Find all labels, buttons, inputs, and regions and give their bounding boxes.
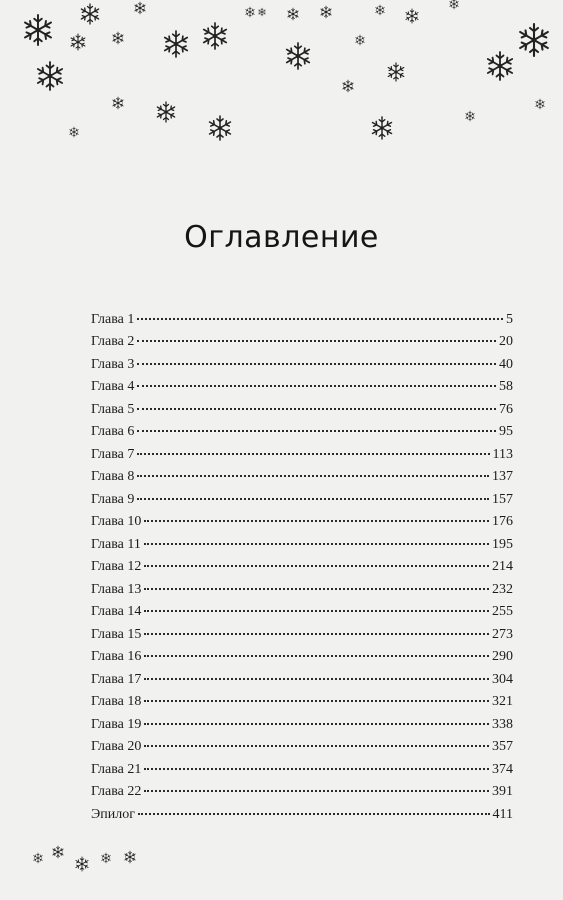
dot-leader (144, 620, 489, 635)
toc-entry-page: 338 (492, 716, 513, 732)
dot-leader (144, 688, 489, 703)
toc-entry-page: 113 (492, 446, 513, 462)
toc-entry-label: Глава 11 (91, 536, 141, 552)
toc-entry-label: Глава 2 (91, 334, 135, 350)
dot-leader (144, 710, 489, 725)
toc-entry-page: 321 (492, 694, 513, 710)
dot-leader (137, 350, 496, 365)
toc-entry-label: Глава 17 (91, 671, 142, 687)
toc-entry-label: Глава 16 (91, 649, 142, 665)
toc-entry-label: Глава 21 (91, 761, 142, 777)
dot-leader (137, 395, 496, 410)
toc-entry (91, 803, 513, 826)
snowflake-icon (372, 117, 391, 139)
snowflake-icon (536, 99, 545, 109)
snowflake-icon (321, 6, 331, 18)
toc-entry-page: 176 (492, 514, 513, 530)
toc-entry-page: 214 (492, 559, 513, 575)
snowflake-icon (25, 15, 51, 45)
table-of-contents (91, 308, 513, 826)
toc-entry-label: Глава 6 (91, 424, 135, 440)
dot-leader (144, 553, 489, 568)
snowflake-icon (488, 52, 512, 80)
dot-leader (137, 328, 496, 343)
toc-entry-page: 40 (499, 356, 513, 372)
dot-leader (138, 800, 490, 815)
dot-leader (144, 530, 489, 545)
dot-leader (137, 418, 496, 433)
toc-entry-label: Глава 4 (91, 379, 135, 395)
toc-entry-page: 273 (492, 626, 513, 642)
snowflake-icon (520, 24, 548, 56)
dot-leader (144, 643, 489, 658)
snowflake-icon (288, 8, 298, 20)
dot-leader (144, 508, 489, 523)
toc-entry-label: Глава 13 (91, 581, 142, 597)
snowflake-icon (165, 31, 188, 57)
toc-entry-page: 411 (492, 806, 513, 822)
toc-entry-page: 232 (492, 581, 513, 597)
snowflake-icon (388, 63, 404, 81)
snowflake-icon (157, 102, 174, 122)
toc-entry-page: 304 (492, 671, 513, 687)
toc-entry-label: Глава 3 (91, 356, 135, 372)
toc-entry-label: Глава 18 (91, 694, 142, 710)
snowflake-icon (376, 5, 385, 15)
dot-leader (137, 373, 496, 388)
snowflake-icon (135, 2, 145, 14)
snowflake-icon (204, 23, 227, 49)
toc-entry-page: 20 (499, 334, 513, 350)
snowflake-icon (70, 127, 79, 137)
toc-entry-page: 357 (492, 739, 513, 755)
snowflake-icon (466, 111, 475, 121)
toc-entry-label: Глава 10 (91, 514, 142, 530)
snowflake-icon (356, 35, 365, 45)
dot-leader (137, 463, 489, 478)
snowflake-icon (246, 7, 255, 17)
snowflake-icon (113, 97, 123, 109)
dot-leader (144, 665, 489, 680)
dot-leader (137, 305, 503, 320)
snowflake-icon (76, 857, 88, 871)
toc-entry-page: 290 (492, 649, 513, 665)
toc-entry-label: Глава 19 (91, 716, 142, 732)
snowflake-icon (210, 116, 231, 140)
snowflake-icon (81, 4, 98, 24)
dot-leader (144, 598, 489, 613)
snowflake-icon (125, 851, 135, 863)
snowflake-icon (113, 32, 123, 44)
snowflake-icon (343, 80, 353, 92)
snowflake-icon (38, 62, 62, 90)
toc-entry-label: Глава 14 (91, 604, 142, 620)
toc-entry-label: Глава 9 (91, 491, 135, 507)
snowflake-icon (259, 8, 266, 16)
toc-entry-label: Эпилог (91, 806, 135, 822)
page-title: Оглавление (184, 220, 379, 255)
toc-entry-label: Глава 20 (91, 739, 142, 755)
toc-entry-label: Глава 15 (91, 626, 142, 642)
dot-leader (137, 440, 489, 455)
toc-entry-page: 374 (492, 761, 513, 777)
toc-entry-page: 5 (506, 311, 513, 327)
toc-entry-page: 58 (499, 379, 513, 395)
snowflake-icon (450, 0, 459, 9)
toc-entry-page: 95 (499, 424, 513, 440)
toc-entry-page: 255 (492, 604, 513, 620)
snowflake-icon (34, 853, 43, 863)
snowflake-icon (406, 9, 418, 23)
snowflake-icon (102, 853, 111, 863)
snowflake-icon (287, 43, 310, 69)
snowflake-icon (71, 34, 85, 50)
dot-leader (144, 575, 489, 590)
dot-leader (144, 733, 489, 748)
toc-entry-label: Глава 5 (91, 401, 135, 417)
toc-entry-label: Глава 1 (91, 311, 135, 327)
toc-entry-page: 76 (499, 401, 513, 417)
toc-entry-label: Глава 12 (91, 559, 142, 575)
dot-leader (144, 778, 489, 793)
toc-entry-page: 391 (492, 784, 513, 800)
toc-entry-page: 137 (492, 469, 513, 485)
toc-entry-page: 157 (492, 491, 513, 507)
toc-entry-label: Глава 8 (91, 469, 135, 485)
toc-entry-label: Глава 7 (91, 446, 135, 462)
toc-entry-page: 195 (492, 536, 513, 552)
toc-entry-label: Глава 22 (91, 784, 142, 800)
dot-leader (144, 755, 489, 770)
dot-leader (137, 485, 489, 500)
snowflake-icon (53, 846, 63, 858)
